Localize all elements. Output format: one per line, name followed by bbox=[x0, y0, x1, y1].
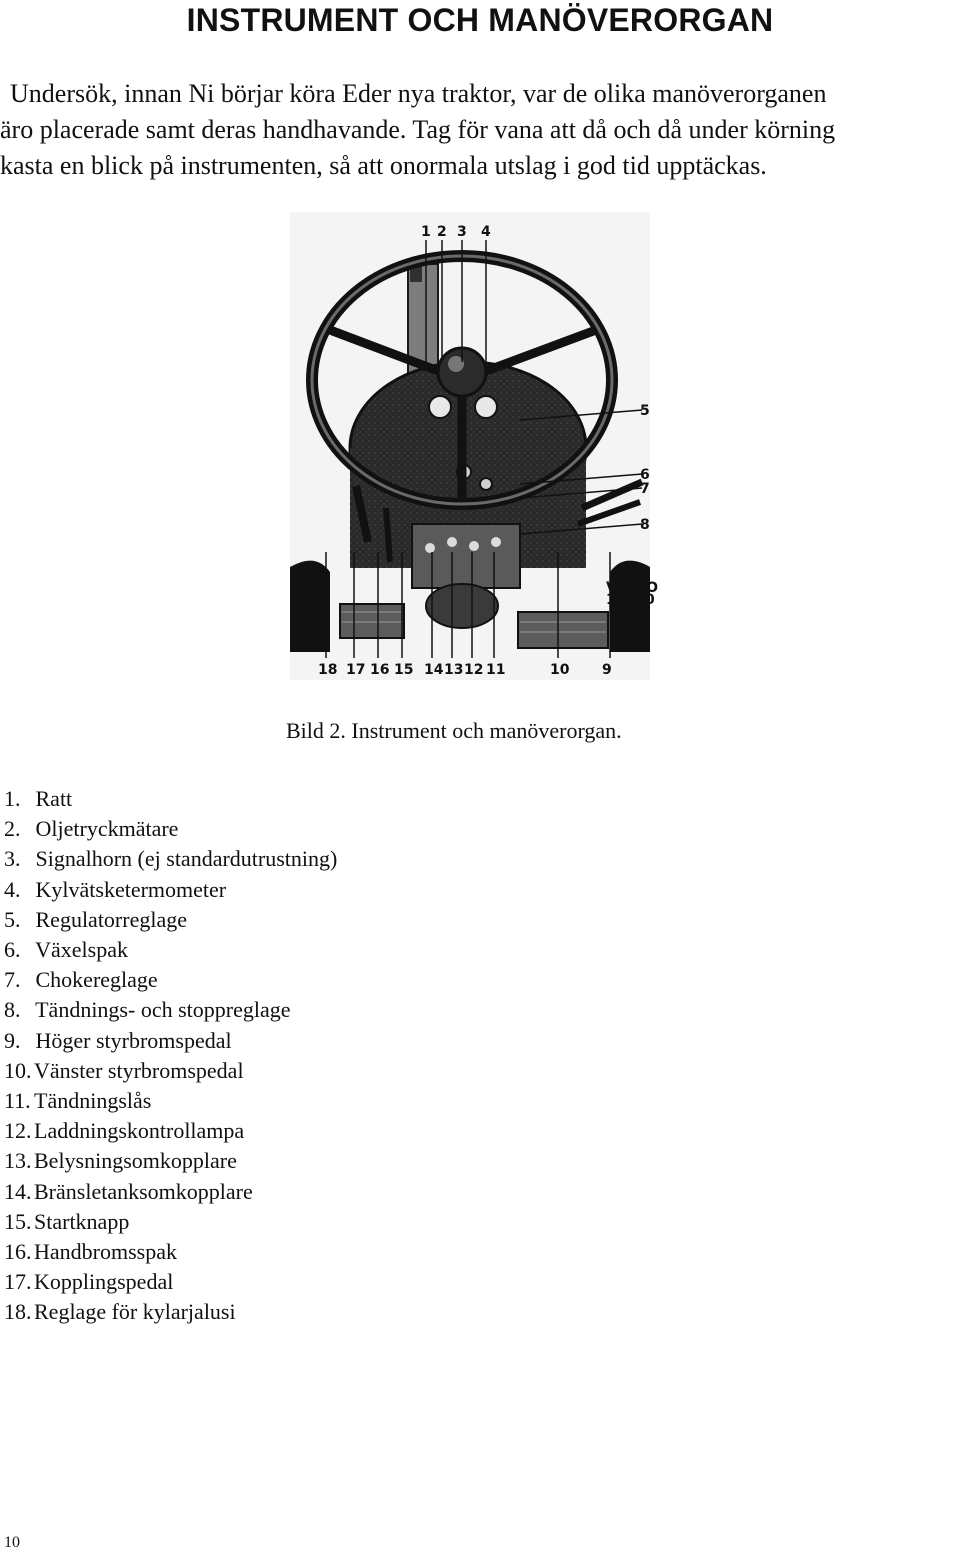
legend-item bbox=[4, 1116, 337, 1146]
legend-item bbox=[4, 1297, 337, 1327]
callout-label: 10 bbox=[550, 662, 570, 678]
intro-line: kasta en blick på instrumenten, så att onormala utslag i god tid upptäckas. bbox=[0, 151, 767, 180]
legend-label: Belysningsomkopplare bbox=[34, 1148, 237, 1174]
legend-item bbox=[4, 1026, 337, 1056]
legend-label: Laddningskontrollampa bbox=[34, 1118, 245, 1144]
intro-paragraph bbox=[0, 76, 960, 184]
legend-label: Signalhorn (ej standardutrustning) bbox=[35, 846, 338, 872]
intro-line: äro placerade samt deras handhavande. Tag för vana att då och då under körning bbox=[0, 115, 836, 144]
legend-number: 4. bbox=[4, 876, 21, 902]
legend-item bbox=[4, 814, 337, 844]
legend-label: Bränsletanksomkopplare bbox=[34, 1178, 253, 1204]
legend-number: 10. bbox=[4, 1057, 32, 1083]
legend-label: Tändningslås bbox=[34, 1088, 152, 1114]
callout-label: 6 bbox=[640, 467, 650, 483]
legend-item bbox=[4, 844, 337, 874]
legend-label: Tändnings- och stoppreglage bbox=[35, 997, 291, 1023]
legend-item bbox=[4, 1177, 337, 1207]
legend-label: Regulatorreglage bbox=[35, 906, 187, 932]
legend-label: Startknapp bbox=[34, 1208, 130, 1234]
callout-label: 16 bbox=[370, 662, 390, 678]
legend-item bbox=[4, 1086, 337, 1116]
legend-number: 6. bbox=[4, 937, 21, 963]
callout-label: 4 bbox=[481, 224, 491, 240]
legend-number: 11. bbox=[4, 1088, 31, 1114]
legend-label: Handbromsspak bbox=[34, 1239, 177, 1265]
legend-number: 1. bbox=[4, 786, 21, 811]
legend-item bbox=[4, 1237, 337, 1267]
legend-item bbox=[4, 1207, 337, 1237]
legend-label: Reglage för kylarjalusi bbox=[34, 1299, 236, 1325]
legend-label: Växelspak bbox=[35, 937, 128, 963]
callout-label: 11 bbox=[486, 662, 506, 678]
right-pedal bbox=[518, 612, 608, 648]
callout-label: 7 bbox=[640, 481, 650, 497]
legend-number: 16. bbox=[4, 1239, 32, 1265]
page-number: 10 bbox=[4, 1534, 20, 1551]
legend-number: 13. bbox=[4, 1148, 32, 1174]
tractor-controls-photo bbox=[290, 212, 658, 680]
legend-label: Kylvätsketermometer bbox=[35, 876, 227, 902]
legend-number: 2. bbox=[4, 816, 21, 842]
figure-watermark: VOLVO 10510 bbox=[606, 580, 658, 608]
legend-number: 3. bbox=[4, 846, 21, 872]
legend-number: 5. bbox=[4, 906, 21, 932]
legend-number: 17. bbox=[4, 1269, 32, 1295]
legend-item bbox=[4, 784, 337, 814]
legend-item bbox=[4, 935, 337, 965]
callout-label: 14 bbox=[424, 662, 444, 678]
callout-label: 18 bbox=[318, 662, 338, 678]
callout-label: 8 bbox=[640, 517, 650, 533]
legend-label: Chokereglage bbox=[35, 967, 158, 993]
intro-line: Undersök, innan Ni börjar köra Eder nya traktor, var de olika manöverorganen bbox=[10, 79, 827, 108]
callout-label: 1 bbox=[421, 224, 431, 240]
legend-item bbox=[4, 905, 337, 935]
legend-item bbox=[4, 1146, 337, 1176]
legend-label: Oljetryckmätare bbox=[35, 816, 179, 842]
callout-label: 12 bbox=[464, 662, 484, 678]
legend-label: Kopplingspedal bbox=[34, 1269, 174, 1295]
page-title: INSTRUMENT OCH MANÖVERORGAN bbox=[186, 2, 774, 38]
legend-list bbox=[4, 784, 337, 1328]
legend-label: Vänster styrbromspedal bbox=[34, 1057, 244, 1083]
legend-number: 14. bbox=[4, 1178, 32, 1204]
legend-item bbox=[4, 1056, 337, 1086]
callout-label: 15 bbox=[394, 662, 414, 678]
callout-label: 5 bbox=[640, 403, 650, 419]
legend-item bbox=[4, 875, 337, 905]
legend-number: 18. bbox=[4, 1299, 32, 1325]
legend-label: Ratt bbox=[35, 786, 73, 811]
legend-number: 9. bbox=[4, 1027, 21, 1053]
legend-item bbox=[4, 965, 337, 995]
lower-panel bbox=[412, 524, 520, 588]
callout-label: 2 bbox=[437, 224, 447, 240]
legend-number: 7. bbox=[4, 967, 21, 993]
legend-number: 15. bbox=[4, 1208, 32, 1234]
callout-label: 3 bbox=[457, 224, 467, 240]
callout-label: 17 bbox=[346, 662, 366, 678]
legend-item bbox=[4, 1267, 337, 1297]
callout-label: 9 bbox=[602, 662, 612, 678]
figure-caption: Bild 2. Instrument och manöverorgan. bbox=[286, 718, 622, 743]
callout-label: 13 bbox=[444, 662, 464, 678]
legend-number: 12. bbox=[4, 1118, 32, 1144]
left-pedal bbox=[340, 604, 404, 638]
legend-label: Höger styrbromspedal bbox=[35, 1027, 232, 1053]
legend-item bbox=[4, 995, 337, 1025]
legend-number: 8. bbox=[4, 997, 21, 1023]
